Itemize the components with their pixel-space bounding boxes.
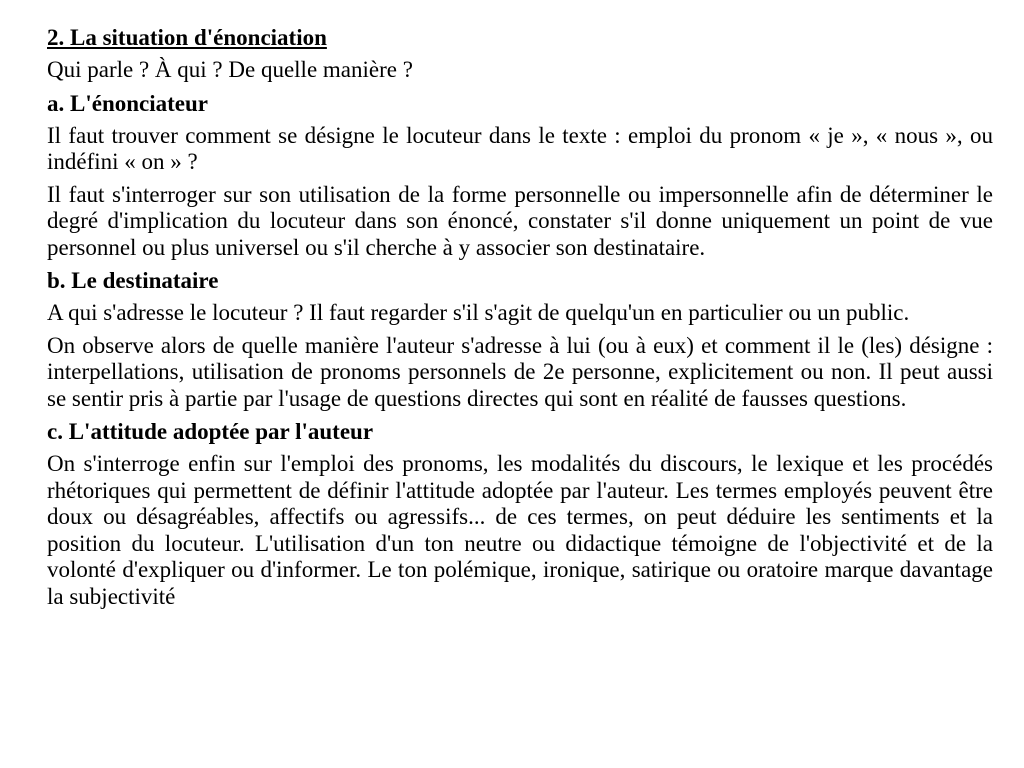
section-attitude	[47, 418, 993, 610]
intro-questions: Qui parle ? À qui ? De quelle manière ?	[47, 57, 413, 82]
paragraph: A qui s'adresse le locuteur ? Il faut regarder s'il s'agit de quelqu'un en particulier ou un public.	[47, 300, 910, 325]
paragraph: On observe alors de quelle manière l'auteur s'adresse à lui (ou à eux) et comment il le (les) désigne : interpellations, utilisation de pronoms personnels de 2e personne, explicitement ou non. Il peut aussi se sentir pris à partie par l'usage de questions directes qui sont en réalité de fausses questions.	[47, 332, 993, 411]
document-page	[47, 24, 993, 616]
paragraph: On s'interroge enfin sur l'emploi des pronoms, les modalités du discours, le lexique et les procédés rhétoriques qui permettent de définir l'attitude adoptée par l'auteur. Les termes employés peuvent être doux ou désagréables, affectifs ou agressifs... de ces termes, on peut déduire les sentiments et la position du locuteur. L'utilisation d'un ton neutre ou didactique témoigne de l'objectivité et de la volonté d'expliquer ou d'informer. Le ton polémique, ironique, satirique ou oratoire marque davantage la subjectivité	[47, 451, 993, 609]
section-heading-enonciateur: a. L'énonciateur	[47, 90, 208, 116]
paragraph: Il faut s'interroger sur son utilisation de la forme personnelle ou impersonnelle afin de déterminer le degré d'implication du locuteur dans son énoncé, constater s'il donne uniquement un point de vue personnel ou plus universel ou s'il cherche à y associer son destinataire.	[47, 181, 993, 260]
section-destinataire	[47, 267, 993, 412]
paragraph: Il faut trouver comment se désigne le locuteur dans le texte : emploi du pronom « je », « nous », ou indéfini « on » ?	[47, 122, 993, 174]
section-enonciateur	[47, 90, 993, 262]
document-title: 2. La situation d'énonciation	[47, 25, 327, 50]
section-heading-attitude: c. L'attitude adoptée par l'auteur	[47, 419, 374, 444]
section-heading-destinataire: b. Le destinataire	[47, 268, 219, 293]
